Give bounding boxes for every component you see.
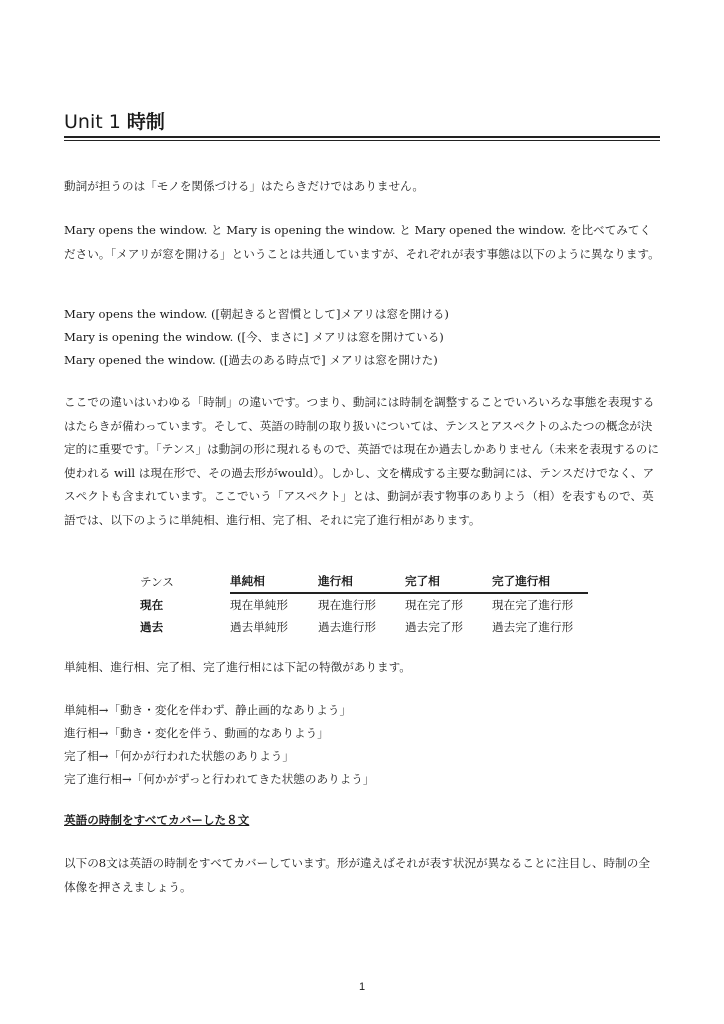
list-item: 完了相→「何かが行われた状態のありよう」	[64, 749, 294, 763]
column-header: 完了進行相	[492, 570, 588, 593]
tense-aspect-table	[140, 570, 588, 638]
table-corner-label: テンス	[140, 574, 174, 589]
row-header: 過去	[140, 620, 164, 634]
table-cell: 過去進行形	[318, 620, 376, 634]
unit-topic: 時制	[126, 111, 165, 133]
table-cell: 現在完了形	[405, 598, 463, 612]
list-item: 完了進行相→「何かがずっと行われてきた状態のありよう」	[64, 772, 375, 786]
title-underline	[64, 136, 660, 138]
explanation-paragraph: ここでの違いはいわゆる「時制」の違いです。つまり、動詞には時制を調整することでいろいろな事態を表現するはたらきが備わっています。そして、英語の時制の取り扱いについては、テンスとアスペクトのふたつの概念が決定的に重要です。「テンス」は動詞の形に現れるもので、英語では現在か過去しかありません（未来を表現するのに使われる will は現在形で、その過去形がwould）。しかし、文を構成する主要な動詞には、テンスだけでなく、アスペクトも含まれています。ここでいう「アスペクト」とは、動詞が表す物事のありよう（相）を表すもので、英語では、以下のように単純相、進行相、完了相、それに完了進行相があります。	[64, 395, 659, 527]
list-item: 進行相→「動き・変化を伴う、動画的なありよう」	[64, 726, 329, 740]
table-cell: 現在進行形	[318, 598, 376, 612]
example-line: Mary opens the window. ([朝起きると習慣として]メアリは窓を開ける)	[64, 307, 449, 321]
table-cell: 過去完了形	[405, 620, 463, 634]
unit-label: Unit 1	[64, 111, 121, 133]
page-number: 1	[358, 981, 366, 993]
section-body: 以下の8文は英語の時制をすべてカバーしています。形が違えばそれが表す状況が異なることに注目し、時制の全体像を押さえましょう。	[64, 856, 650, 894]
table-cell: 現在完了進行形	[492, 598, 574, 612]
table-cell: 過去単純形	[230, 620, 288, 634]
intro-paragraph: 動詞が担うのは「モノを関係づける」はたらきだけではありません。	[64, 179, 424, 193]
section-heading: 英語の時制をすべてカバーした８文	[64, 813, 250, 827]
table-row	[140, 616, 588, 638]
example-line: Mary opened the window. ([過去のある時点で] メアリは窓を開けた)	[64, 353, 438, 367]
title-underline-thin	[64, 140, 660, 141]
list-item: 単純相→「動き・変化を伴わず、静止画的なありよう」	[64, 703, 352, 717]
table-cell: 過去完了進行形	[492, 620, 574, 634]
table-cell: 現在単純形	[230, 598, 288, 612]
row-header: 現在	[140, 597, 164, 612]
column-header: 進行相	[318, 570, 405, 593]
features-intro: 単純相、進行相、完了相、完了進行相には下記の特徴があります。	[64, 660, 411, 674]
example-line: Mary is opening the window. ([今、まさに] メアリは窓を開けている)	[64, 330, 444, 344]
table-header-row	[140, 570, 588, 593]
column-header: 完了相	[405, 570, 492, 593]
page-title	[64, 109, 660, 135]
column-header: 単純相	[230, 570, 318, 593]
table-row	[140, 593, 588, 616]
comparison-paragraph: Mary opens the window. と Mary is opening the window. と Mary opened the window. を比べてみてください。「メアリが窓を開ける」ということは共通していますが、それぞれが表す事態は以下のように異なります。	[64, 223, 660, 261]
